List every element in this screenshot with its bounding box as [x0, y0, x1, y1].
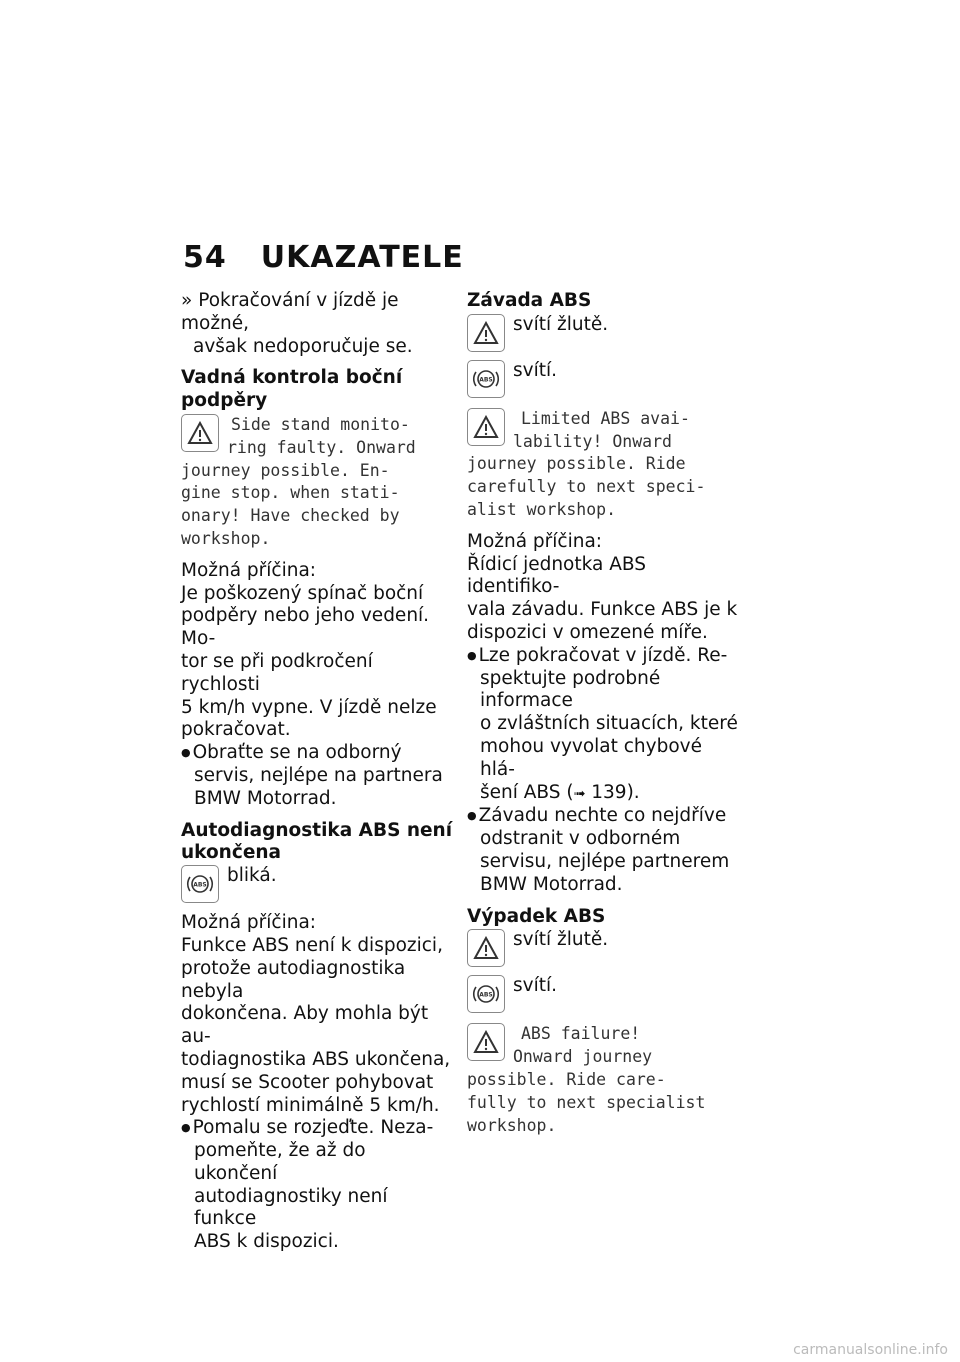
abs-state-on: svítí. — [513, 975, 558, 997]
warning-triangle-icon — [467, 408, 505, 446]
page-reference[interactable]: šení ABS (➟ 139). — [480, 781, 640, 803]
bullet-continuation: spektujte podrobné informace — [480, 667, 661, 712]
abs-fault-msg-3: journey possible. Ride — [467, 454, 686, 474]
abs-icon — [467, 975, 505, 1013]
cause-line: musí se Scooter pohybovat — [181, 1071, 434, 1093]
abs-icon — [467, 360, 505, 398]
warning-state-yellow: svítí žlutě. — [513, 929, 609, 951]
abs-failure-msg-2: Onward journey — [513, 1047, 653, 1067]
left-column — [181, 290, 453, 1254]
cause-line: dispozici v omezené míře. — [467, 621, 708, 643]
side-stand-msg-6: workshop. — [181, 528, 271, 548]
bullet-item: ● Závadu nechte co nejdříve — [467, 805, 742, 828]
abs-fault-msg-5: alist workshop. — [467, 499, 617, 519]
bullet-continuation: mohou vyvolat chybové hlá- — [480, 735, 702, 780]
page-number: 54 — [183, 240, 227, 275]
abs-state-on: svítí. — [513, 359, 558, 381]
bullet-continuation: servisu, nejlépe partnerem — [480, 850, 730, 872]
side-stand-msg-4: gine stop. when stati- — [181, 483, 400, 503]
abs-fault-msg-1: Limited ABS avai- — [521, 408, 690, 428]
side-stand-msg-2: ring faulty. Onward — [227, 437, 416, 457]
bullet-continuation: o zvláštních situacích, které — [480, 713, 738, 735]
cause-line: dokončena. Aby mohla být au- — [181, 1003, 429, 1048]
bullet-continuation: BMW Motorrad. — [194, 787, 337, 809]
cause-line: rychlostí minimálně 5 km/h. — [181, 1094, 440, 1116]
abs-failure-heading: Výpadek ABS — [467, 905, 606, 927]
side-stand-msg-5: onary! Have checked by — [181, 506, 400, 526]
cause-line: tor se při podkročení rychlosti — [181, 650, 373, 695]
cause-line: Funkce ABS není k dispozici, — [181, 934, 443, 956]
abs-failure-msg-1: ABS failure! — [521, 1024, 641, 1044]
abs-icon — [181, 865, 219, 903]
page-title: UKAZATELE — [260, 240, 464, 275]
page-header — [183, 240, 464, 275]
abs-failure-msg-5: workshop. — [467, 1115, 557, 1135]
svg-text:ABS: ABS — [193, 881, 207, 889]
cause-line: vala závadu. Funkce ABS je k — [467, 599, 738, 621]
bullet-continuation: autodiagnostiky není funkce — [194, 1185, 388, 1230]
warning-triangle-icon — [467, 1023, 505, 1061]
cause-line: podpěry nebo jeho vedení. Mo- — [181, 605, 430, 650]
right-column — [467, 290, 742, 1137]
bullet-continuation: odstranit v odborném — [480, 828, 681, 850]
side-stand-heading: Vadná kontrola boční podpěry — [181, 367, 403, 412]
abs-fault-msg-4: carefully to next speci- — [467, 477, 706, 497]
svg-text:ABS: ABS — [479, 991, 493, 999]
cause-line: 5 km/h vypne. V jízdě nelze — [181, 696, 437, 718]
cause-label: Možná příčina: — [467, 530, 603, 552]
intro-line-1: » Pokračování v jízdě je možné, — [181, 290, 399, 334]
abs-self-diag-heading: Autodiagnostika ABS není — [181, 819, 453, 841]
side-stand-msg-3: journey possible. En- — [181, 460, 390, 480]
cause-label: Možná příčina: — [181, 912, 317, 934]
bullet-continuation: BMW Motorrad. — [480, 873, 623, 895]
bullet-item: ● Lze pokračovat v jízdě. Re- — [467, 645, 742, 668]
cause-label: Možná příčina: — [181, 559, 317, 581]
abs-self-diag-heading-2: ukončena — [181, 842, 282, 864]
watermark: carmanualsonline.info — [793, 1342, 948, 1358]
bullet-item: ● Obraťte se na odborný — [181, 742, 453, 765]
abs-state-blinking: bliká. — [227, 865, 277, 887]
intro-line-2: avšak nedoporučuje se. — [193, 335, 413, 357]
abs-fault-heading: Závada ABS — [467, 290, 592, 311]
abs-failure-msg-3: possible. Ride care- — [467, 1069, 666, 1089]
warning-state-yellow: svítí žlutě. — [513, 313, 609, 335]
cause-line: protože autodiagnostika nebyla — [181, 957, 406, 1002]
arrow-right-icon: ➟ — [573, 785, 586, 802]
warning-triangle-icon — [467, 929, 505, 967]
cause-line: pokračovat. — [181, 719, 291, 741]
warning-triangle-icon — [467, 314, 505, 352]
cause-line: Řídicí jednotka ABS identifiko- — [467, 553, 647, 598]
abs-failure-msg-4: fully to next specialist — [467, 1092, 706, 1112]
side-stand-msg-1: Side stand monito- — [231, 414, 410, 434]
bullet-item: ● Pomalu se rozjeďte. Neza- — [181, 1117, 453, 1140]
bullet-continuation: pomeňte, že až do ukončení — [194, 1140, 366, 1184]
bullet-continuation: servis, nejlépe na partnera — [194, 764, 443, 786]
abs-fault-msg-2: lability! Onward — [513, 431, 672, 451]
cause-line: Je poškozený spínač boční — [181, 582, 424, 604]
svg-text:ABS: ABS — [479, 376, 493, 384]
bullet-continuation: ABS k dispozici. — [194, 1231, 339, 1253]
cause-line: todiagnostika ABS ukončena, — [181, 1048, 451, 1070]
warning-triangle-icon — [181, 414, 219, 452]
